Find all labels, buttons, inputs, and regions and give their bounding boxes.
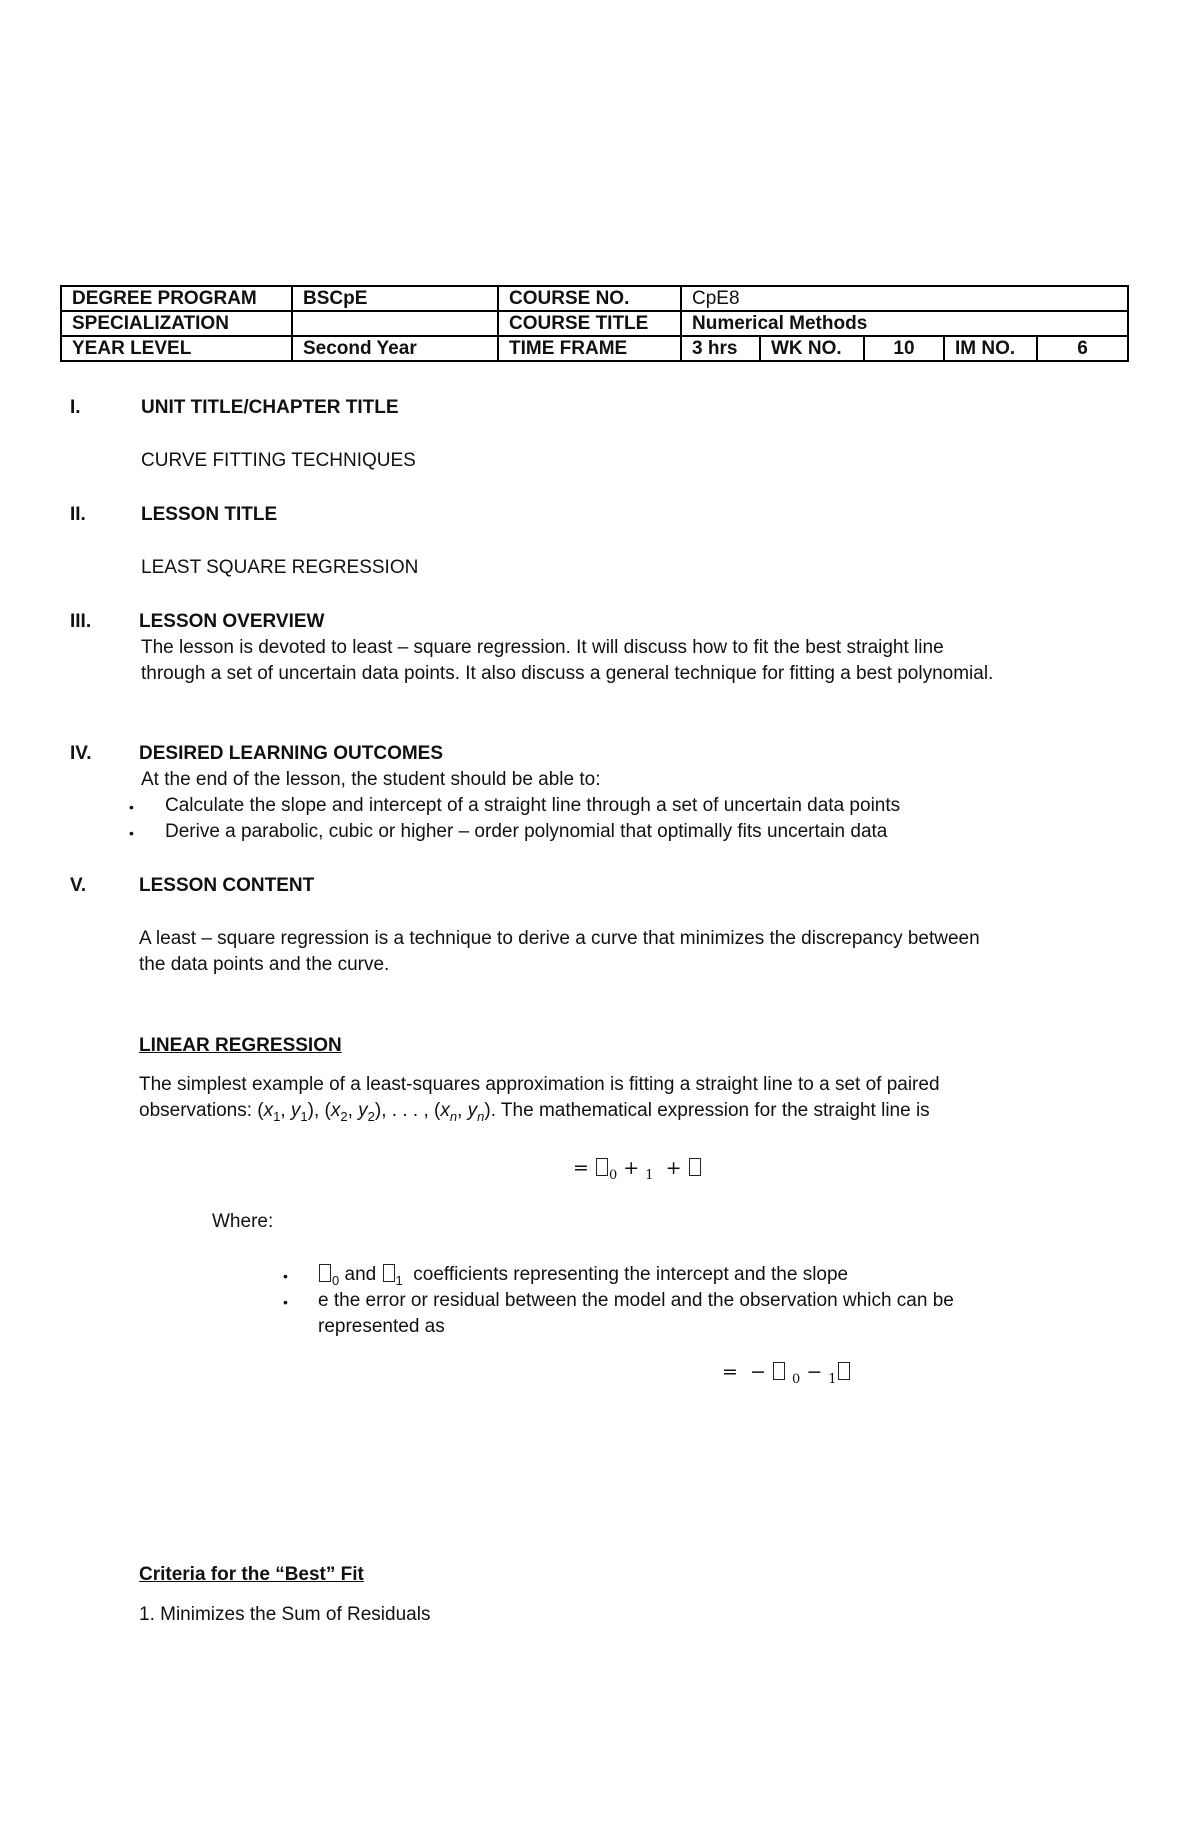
regression-line: observations: ($x_1$, $y_1$), ($x_2$, $y_2$), . . . , ($x_n$, $y_n$). The mathematical expression for the straight line is xyxy=(139,1100,930,1124)
im-no-value: 6 xyxy=(1037,336,1128,361)
table-row xyxy=(61,336,1128,361)
section-title: LESSON OVERVIEW xyxy=(139,611,325,632)
table-row xyxy=(61,311,1128,336)
outcomes-intro: At the end of the lesson, the student should be able to: xyxy=(141,769,601,790)
bullet-icon: • xyxy=(129,799,134,815)
residual-equation: = − $_0$ − $_1$ xyxy=(722,1361,851,1387)
content-line: the data points and the curve. xyxy=(139,954,390,975)
table-row xyxy=(61,286,1128,311)
wk-no-label: WK NO. xyxy=(760,336,864,361)
section-title: LESSON CONTENT xyxy=(139,875,315,896)
section-numeral: II. xyxy=(70,504,86,525)
regression-line-suffix: ). The mathematical expression for the straight line is xyxy=(484,1100,930,1121)
linear-regression-heading: LINEAR REGRESSION xyxy=(139,1035,342,1056)
section-title: LESSON TITLE xyxy=(141,504,278,525)
section-title: DESIRED LEARNING OUTCOMES xyxy=(139,743,444,764)
section-numeral: I. xyxy=(70,397,81,418)
im-no-label: IM NO. xyxy=(944,336,1037,361)
overview-line: The lesson is devoted to least – square regression. It will discuss how to fit the best straight line xyxy=(141,637,944,658)
missing-glyph-icon xyxy=(383,1264,395,1282)
course-title-value: Numerical Methods xyxy=(681,311,1128,336)
wk-no-value: 10 xyxy=(864,336,944,361)
lesson-title-text: LEAST SQUARE REGRESSION xyxy=(141,557,419,578)
course-info-table xyxy=(60,285,1129,362)
time-frame-label: TIME FRAME xyxy=(498,336,681,361)
section-numeral: IV. xyxy=(70,743,92,764)
missing-glyph-icon xyxy=(319,1264,331,1282)
where-label: Where: xyxy=(212,1211,274,1232)
linear-model-equation: = $_0$ + $_1$ + xyxy=(573,1157,702,1183)
unit-title-text: CURVE FITTING TECHNIQUES xyxy=(141,450,416,471)
regression-line-prefix: observations: ( xyxy=(139,1100,264,1121)
section-title: UNIT TITLE/CHAPTER TITLE xyxy=(141,397,399,418)
list-item: Calculate the slope and intercept of a straight line through a set of uncertain data points xyxy=(165,795,901,816)
course-title-label: COURSE TITLE xyxy=(498,311,681,336)
year-level-label: YEAR LEVEL xyxy=(61,336,292,361)
missing-glyph-icon xyxy=(773,1362,785,1380)
content-line: A least – square regression is a technique to derive a curve that minimizes the discrepancy between xyxy=(139,928,980,949)
course-no-label: COURSE NO. xyxy=(498,286,681,311)
bullet-icon: • xyxy=(283,1268,288,1284)
criteria-item: 1. Minimizes the Sum of Residuals xyxy=(139,1604,431,1625)
list-item: $_0$ and $_1$ coefficients representing the intercept and the slope xyxy=(318,1264,848,1288)
section-numeral: V. xyxy=(70,875,87,896)
degree-program-label: DEGREE PROGRAM xyxy=(61,286,292,311)
year-level-value: Second Year xyxy=(292,336,498,361)
bullet-icon: • xyxy=(129,825,134,841)
missing-glyph-icon xyxy=(596,1158,608,1176)
bullet-and: and xyxy=(344,1264,377,1285)
missing-glyph-icon xyxy=(689,1158,701,1176)
criteria-heading: Criteria for the “Best” Fit xyxy=(139,1564,364,1585)
list-item: e the error or residual between the model and the observation which can be xyxy=(318,1290,954,1311)
bullet-icon: • xyxy=(283,1294,288,1310)
section-numeral: III. xyxy=(70,611,92,632)
bullet-text: coefficients representing the intercept and the slope xyxy=(413,1264,849,1285)
list-item-continuation: represented as xyxy=(318,1316,445,1337)
list-item: Derive a parabolic, cubic or higher – order polynomial that optimally fits uncertain data xyxy=(165,821,888,842)
regression-line: The simplest example of a least-squares approximation is fitting a straight line to a set of paired xyxy=(139,1074,940,1095)
specialization-value xyxy=(292,311,498,336)
degree-program-value: BSCpE xyxy=(292,286,498,311)
course-no-value: CpE8 xyxy=(681,286,1128,311)
specialization-label: SPECIALIZATION xyxy=(61,311,292,336)
time-frame-value: 3 hrs xyxy=(681,336,760,361)
overview-line: through a set of uncertain data points. It also discuss a general technique for fitting a best polynomial. xyxy=(141,663,994,684)
missing-glyph-icon xyxy=(838,1362,850,1380)
